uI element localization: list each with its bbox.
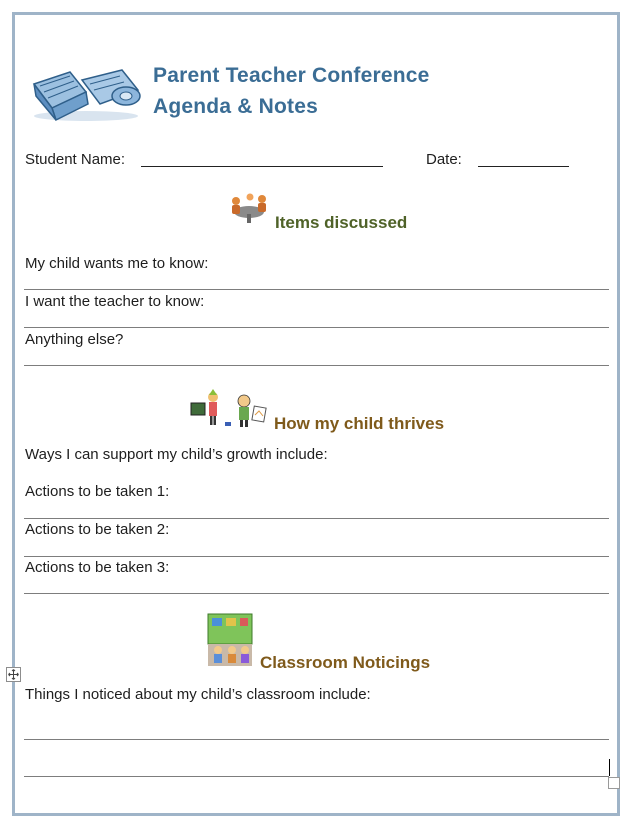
answer-line[interactable]	[24, 365, 609, 366]
date-label: Date:	[426, 151, 462, 168]
student-name-label: Student Name:	[25, 151, 126, 168]
date-field[interactable]	[478, 166, 569, 167]
document-subtitle: Agenda & Notes	[153, 95, 318, 118]
table-move-handle[interactable]	[6, 667, 21, 682]
meeting-table-icon	[229, 192, 269, 224]
child-thrives-heading: How my child thrives	[274, 414, 445, 433]
prompt-child-wants: My child wants me to know:	[25, 255, 209, 272]
answer-line[interactable]	[24, 289, 609, 290]
action-3-label: Actions to be taken 3:	[25, 559, 170, 576]
book-and-scroll-icon	[26, 62, 144, 124]
answer-line[interactable]	[24, 556, 609, 557]
support-growth-intro: Ways I can support my child’s growth include:	[25, 446, 328, 463]
prompt-teacher-know: I want the teacher to know:	[25, 293, 205, 310]
classroom-icon	[206, 612, 254, 668]
items-discussed-heading: Items discussed	[275, 213, 408, 232]
action-1-label: Actions to be taken 1:	[25, 483, 170, 500]
document-title: Parent Teacher Conference	[153, 64, 430, 87]
student-name-field[interactable]	[141, 166, 383, 167]
table-resize-handle[interactable]	[608, 777, 620, 789]
answer-line[interactable]	[24, 518, 609, 519]
answer-line[interactable]	[24, 776, 609, 777]
classroom-noticings-heading: Classroom Noticings	[260, 653, 431, 672]
children-drawing-icon	[189, 389, 269, 431]
classroom-intro: Things I noticed about my child’s classroom include:	[25, 686, 371, 703]
answer-line[interactable]	[24, 593, 609, 594]
text-cursor	[609, 759, 610, 776]
action-2-label: Actions to be taken 2:	[25, 521, 170, 538]
answer-line[interactable]	[24, 739, 609, 740]
prompt-anything-else: Anything else?	[25, 331, 124, 348]
answer-line[interactable]	[24, 327, 609, 328]
move-arrows-icon	[8, 669, 19, 680]
